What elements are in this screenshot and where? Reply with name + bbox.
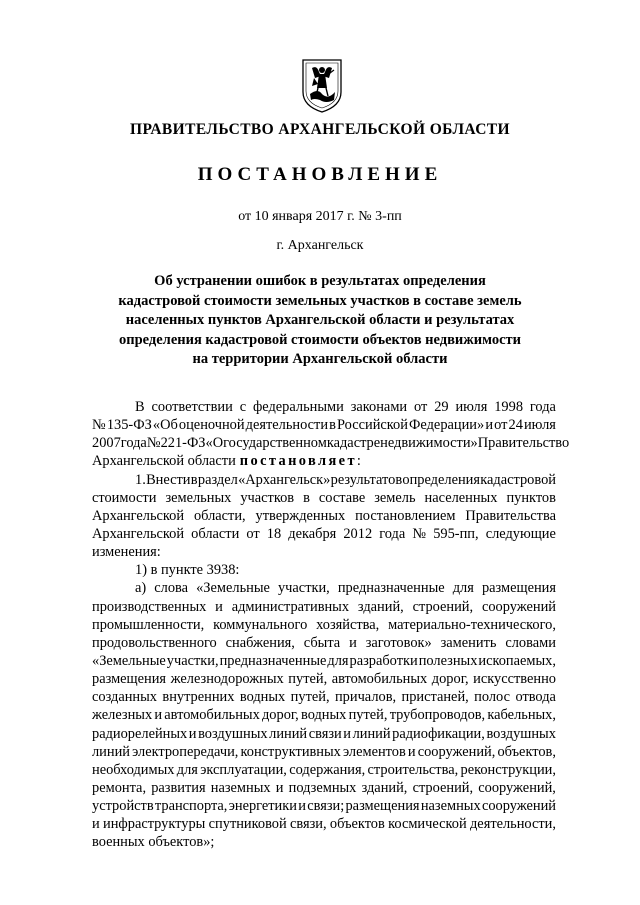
body-word: дорог, bbox=[431, 671, 469, 688]
body-word: Внести bbox=[146, 471, 191, 488]
body-word: раздел bbox=[197, 471, 238, 488]
title-line: населенных пунктов Архангельской области и результатах bbox=[125, 312, 515, 329]
body-word: для bbox=[176, 761, 198, 778]
body-word: воздушных bbox=[486, 725, 556, 742]
body-word: снабжения, bbox=[225, 634, 295, 651]
body-word: линий bbox=[269, 725, 308, 742]
body-word: «Об bbox=[152, 417, 178, 434]
body-word: водных bbox=[239, 689, 286, 706]
body-line bbox=[92, 489, 556, 507]
body-word: результатов bbox=[330, 471, 403, 488]
body-word: отвода bbox=[515, 689, 556, 706]
body-word: наземных bbox=[210, 779, 271, 796]
coat-of-arms-emblem bbox=[300, 56, 344, 114]
body-word: населенных bbox=[424, 489, 498, 506]
body-text: военных объектов»; bbox=[92, 834, 215, 851]
body-word: 595-пп, bbox=[433, 525, 479, 542]
body-line bbox=[92, 434, 570, 452]
body-word: области bbox=[191, 525, 240, 542]
body-word: автомобильных bbox=[331, 671, 428, 688]
body-word: электропередачи, bbox=[132, 743, 239, 760]
body-word: кабельных, bbox=[487, 707, 556, 724]
body-text: 1) в пункте 3938: bbox=[135, 562, 240, 579]
body-word: в bbox=[329, 417, 336, 434]
body-line bbox=[92, 543, 556, 561]
body-word: ископаемых, bbox=[478, 652, 556, 669]
body-word: объектов bbox=[329, 816, 385, 833]
body-word: В bbox=[135, 399, 145, 415]
body-word: «Архангельск» bbox=[238, 471, 331, 488]
body-word: июля bbox=[523, 417, 556, 434]
body-word: железных bbox=[92, 707, 153, 724]
body-line bbox=[92, 416, 556, 434]
body-word: земельных bbox=[165, 489, 232, 506]
body-word: Правительство bbox=[477, 435, 570, 452]
body-word: 135-ФЗ bbox=[106, 417, 152, 434]
body-word: развития bbox=[151, 779, 206, 796]
body-word: подземных bbox=[288, 779, 357, 796]
body-word: спутниковой bbox=[208, 816, 287, 833]
body-word: созданных bbox=[92, 689, 157, 706]
body-word: полос bbox=[474, 689, 511, 706]
body-line bbox=[92, 598, 556, 616]
body-word: следующие bbox=[485, 525, 556, 542]
body-word: Архангельской bbox=[92, 507, 185, 524]
body-word: слова bbox=[154, 580, 189, 597]
body-word: заменить bbox=[440, 634, 497, 651]
body-word: разработки bbox=[349, 652, 418, 669]
body-word: соответствии bbox=[151, 399, 233, 415]
body-word: зданий, bbox=[361, 779, 408, 796]
body-word: года bbox=[529, 399, 556, 415]
body-word: кадастре bbox=[326, 435, 381, 452]
body-word: в bbox=[190, 471, 198, 488]
body-word: объектов, bbox=[497, 743, 556, 760]
body-word: и bbox=[343, 725, 351, 742]
body-word: в bbox=[303, 489, 310, 506]
body-line bbox=[92, 616, 556, 634]
body-word: участки, bbox=[277, 580, 330, 597]
body-word: водных bbox=[301, 707, 347, 724]
body-word: № bbox=[412, 525, 427, 542]
body-text: Архангельской области bbox=[92, 453, 236, 470]
body-word: и bbox=[298, 798, 306, 815]
body-word: линий bbox=[92, 743, 130, 760]
body-word: путей, bbox=[348, 707, 388, 724]
body-word: для bbox=[452, 580, 474, 597]
body-word: линий bbox=[352, 725, 391, 742]
body-word: и bbox=[154, 707, 163, 724]
body-line bbox=[92, 398, 556, 416]
body-word: трубопроводов, bbox=[389, 707, 486, 724]
body-word: элементов bbox=[343, 743, 406, 760]
body-word: 29 bbox=[434, 399, 449, 415]
body-word: предназначенные bbox=[219, 652, 327, 669]
resolution-word: постановляет bbox=[239, 453, 357, 470]
body-word: 24 bbox=[508, 417, 523, 434]
body-word: кадастровой bbox=[480, 471, 556, 488]
body-word: от bbox=[414, 399, 428, 415]
body-word: путей, bbox=[290, 689, 330, 706]
body-word: деятельности bbox=[245, 417, 329, 434]
body-word: и bbox=[92, 816, 100, 833]
body-word: составе bbox=[318, 489, 366, 506]
city-name: г. Архангельск bbox=[276, 238, 364, 253]
body-word: сооружений bbox=[481, 598, 556, 615]
body-word: 221-ФЗ bbox=[160, 435, 206, 452]
body-word: утвержденных bbox=[255, 507, 346, 524]
body-word: предназначенные bbox=[337, 580, 445, 597]
body-word: 2007 bbox=[92, 435, 121, 452]
body-word: для bbox=[327, 652, 349, 669]
body-word: железнодорожных bbox=[170, 671, 284, 688]
body-word: декабря bbox=[288, 525, 337, 542]
body-word: области, bbox=[193, 507, 246, 524]
body-word: хозяйства, bbox=[316, 616, 380, 633]
body-text: : bbox=[356, 453, 361, 470]
body-word: связи, bbox=[290, 816, 327, 833]
body-word: и bbox=[275, 779, 284, 796]
body-word: «Земельные bbox=[196, 580, 270, 597]
body-line bbox=[92, 525, 556, 543]
body-word: ремонта, bbox=[92, 779, 147, 796]
body-word: июля bbox=[455, 399, 488, 415]
body-word: воздушных bbox=[198, 725, 268, 742]
body-word: № bbox=[146, 435, 161, 452]
body-word: размещения bbox=[481, 580, 556, 597]
body-line bbox=[92, 634, 556, 652]
body-word: определения bbox=[402, 471, 480, 488]
body-word: связи bbox=[308, 725, 342, 742]
body-line bbox=[92, 833, 556, 851]
body-word: стоимости bbox=[92, 489, 157, 506]
body-word: законами bbox=[350, 399, 408, 415]
body-line bbox=[92, 779, 556, 797]
body-word: строений, bbox=[412, 779, 474, 796]
body-word: необходимых bbox=[92, 761, 175, 778]
body-word: пристаней, bbox=[401, 689, 469, 706]
body-word: земель bbox=[374, 489, 416, 506]
body-word: а) bbox=[135, 580, 147, 597]
body-line bbox=[92, 579, 556, 597]
body-word: административных bbox=[231, 598, 350, 615]
body-word: и bbox=[188, 725, 197, 742]
body-word: транспорта, bbox=[154, 798, 228, 815]
body-word: и bbox=[485, 417, 494, 434]
body-word: реконструкции, bbox=[460, 761, 556, 778]
body-word: космической bbox=[388, 816, 467, 833]
body-word: внутренних bbox=[162, 689, 235, 706]
body-line bbox=[92, 688, 556, 706]
body-word: «О bbox=[205, 435, 224, 452]
body-word: 1. bbox=[135, 471, 146, 488]
body-word: искусственно bbox=[473, 671, 556, 688]
body-line bbox=[92, 815, 556, 833]
body-line bbox=[92, 797, 556, 815]
body-word: дорог, bbox=[261, 707, 299, 724]
body-word: материально-технического, bbox=[388, 616, 556, 633]
body-word: постановлением bbox=[355, 507, 456, 524]
body-word: с bbox=[239, 399, 247, 415]
body-word: коммунального bbox=[213, 616, 308, 633]
body-word: и bbox=[407, 743, 416, 760]
body-word: причалов, bbox=[334, 689, 397, 706]
body-word: путей, bbox=[288, 671, 328, 688]
body-word: года bbox=[120, 435, 147, 452]
body-line bbox=[92, 561, 556, 579]
body-word: года bbox=[379, 525, 406, 542]
body-line bbox=[92, 725, 556, 743]
body-word: зданий, bbox=[357, 598, 404, 615]
body-word: промышленности, bbox=[92, 616, 205, 633]
body-word: государственном bbox=[223, 435, 327, 452]
body-word: размещения bbox=[345, 798, 420, 815]
body-word: сооружений, bbox=[417, 743, 496, 760]
body-word: Российской bbox=[337, 417, 408, 434]
body-text: изменения: bbox=[92, 544, 161, 561]
body-word: устройств bbox=[92, 798, 154, 815]
body-word: № bbox=[92, 417, 106, 434]
body-line bbox=[92, 706, 556, 724]
body-word: Архангельской bbox=[92, 525, 185, 542]
body-word: и bbox=[349, 634, 357, 651]
body-word: строительства, bbox=[367, 761, 459, 778]
body-word: словами bbox=[505, 634, 556, 651]
document-type-heading: ПОСТАНОВЛЕНИЕ bbox=[197, 164, 443, 185]
body-word: содержания, bbox=[289, 761, 366, 778]
body-line bbox=[92, 471, 556, 489]
body-word: наземных bbox=[420, 798, 481, 815]
body-word: конструктивных bbox=[240, 743, 341, 760]
body-word: от bbox=[246, 525, 260, 542]
body-word: оценочной bbox=[178, 417, 245, 434]
body-word: федеральными bbox=[252, 399, 344, 415]
body-word: от bbox=[494, 417, 508, 434]
title-line: Об устранении ошибок в результатах определения bbox=[154, 273, 486, 289]
body-line bbox=[92, 452, 556, 470]
body-word: пунктов bbox=[506, 489, 556, 506]
body-line bbox=[92, 670, 556, 688]
body-word: участков bbox=[240, 489, 295, 506]
body-word: Правительства bbox=[465, 507, 556, 524]
body-word: инфраструктуры bbox=[103, 816, 206, 833]
body-word: сбыта bbox=[303, 634, 341, 651]
body-word: 2012 bbox=[343, 525, 373, 542]
body-line bbox=[92, 507, 556, 525]
body-word: участки, bbox=[166, 652, 219, 669]
body-word: Федерации» bbox=[409, 417, 485, 434]
body-word: энергетики bbox=[228, 798, 297, 815]
body-word: строений, bbox=[412, 598, 474, 615]
document-body bbox=[92, 398, 570, 852]
body-word: продовольственного bbox=[92, 634, 217, 651]
body-word: размещения bbox=[92, 671, 167, 688]
body-word: 1998 bbox=[494, 399, 524, 415]
body-word: сооружений bbox=[481, 798, 556, 815]
organization-name: ПРАВИТЕЛЬСТВО АРХАНГЕЛЬСКОЙ ОБЛАСТИ bbox=[129, 121, 510, 138]
document-title bbox=[100, 272, 540, 370]
body-word: производственных bbox=[92, 598, 207, 615]
body-word: и bbox=[215, 598, 223, 615]
body-word: «Земельные bbox=[92, 652, 166, 669]
body-line bbox=[92, 743, 556, 761]
body-line bbox=[92, 761, 556, 779]
body-word: связи; bbox=[307, 798, 345, 815]
body-word: эксплуатации, bbox=[200, 761, 287, 778]
body-word: 18 bbox=[266, 525, 282, 542]
body-word: сооружений, bbox=[478, 779, 556, 796]
body-word: радиорелейных bbox=[92, 725, 188, 742]
title-line: определения кадастровой стоимости объектов недвижимости bbox=[119, 331, 521, 348]
body-word: деятельности, bbox=[469, 816, 556, 833]
title-line: кадастровой стоимости земельных участков в составе земель bbox=[118, 292, 522, 309]
body-line bbox=[92, 652, 556, 670]
body-word: заготовок» bbox=[365, 634, 432, 651]
title-line: на территории Архангельской области bbox=[192, 351, 448, 368]
body-word: радиофикации, bbox=[392, 725, 485, 742]
date-and-number: от 10 января 2017 г. № 3-пп bbox=[238, 209, 402, 224]
body-word: полезных bbox=[418, 652, 478, 669]
body-word: недвижимости» bbox=[380, 435, 478, 452]
body-word: автомобильных bbox=[164, 707, 260, 724]
